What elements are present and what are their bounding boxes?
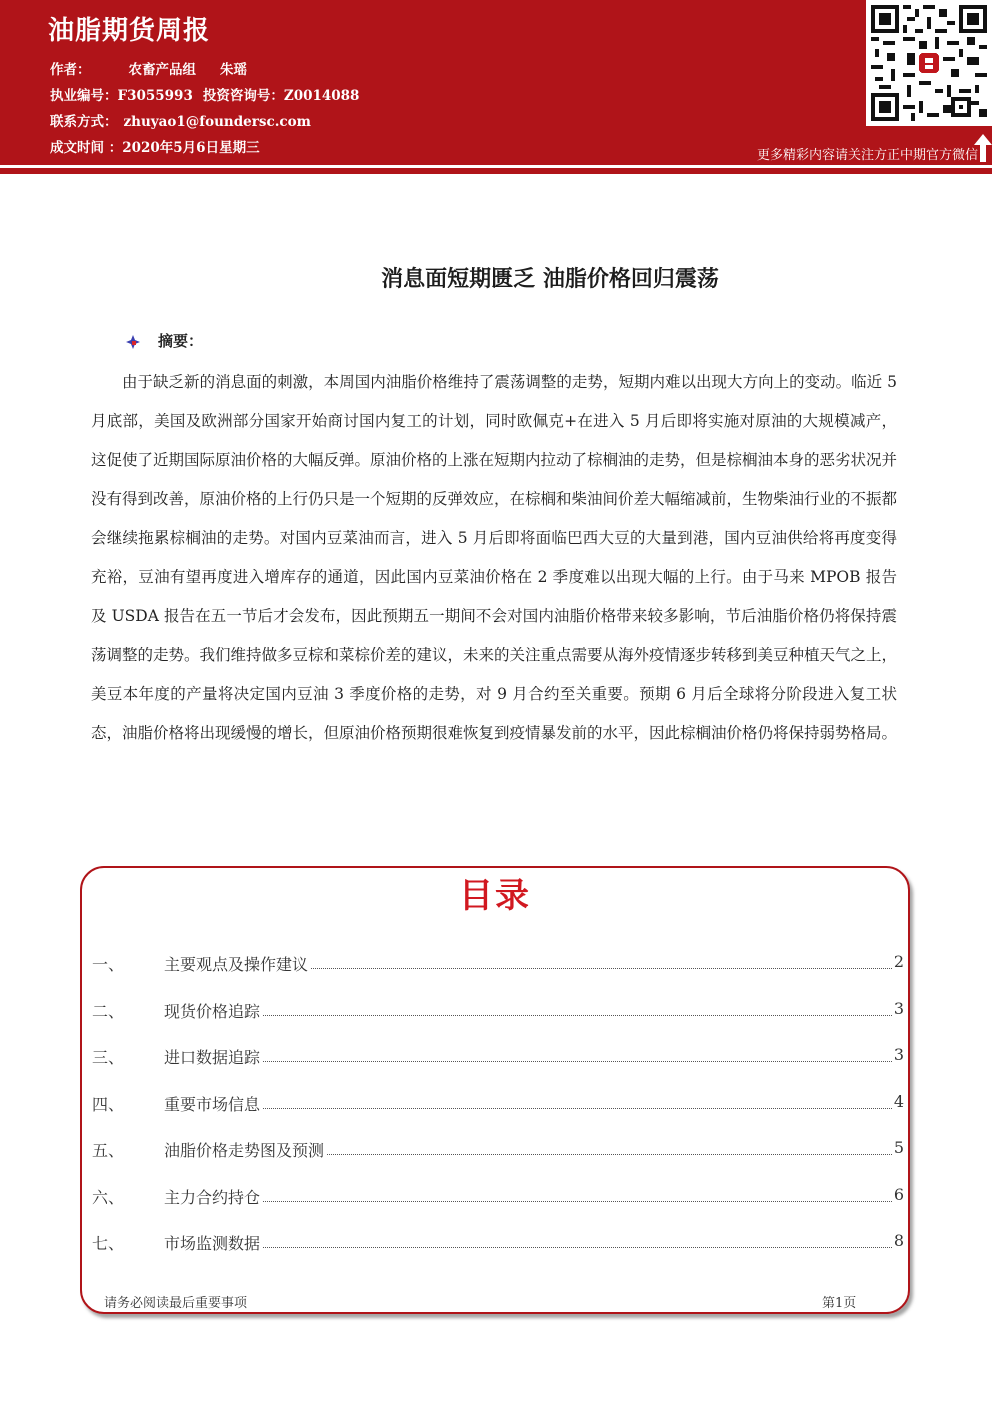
abstract-body: 由于缺乏新的消息面的刺激，本周国内油脂价格维持了震荡调整的走势，短期内难以出现大方向上的变动。临近 5 月底部，美国及欧洲部分国家开始商讨国内复工的计划，同时欧佩克+在进入 5 月后即将实施对原油的大规模减产，这促使了近期国际原油价格的大幅反弹。原油价格的上涨在短期内拉动了棕榈油的走势，但是棕榈油本身的恶劣状况并没有得到改善，原油价格的上行仍只是一个短期的反弹效应，在棕榈和柴油间价差大幅缩减前，生物柴油行业的不振都会继续拖累棕榈油的走势。对国内豆菜油而言，进入 5 月后即将面临巴西大豆的大量到港，国内豆油供给将再度变得充裕，豆油有望再度进入增库存的通道，因此国内豆菜油价格在 2 季度难以出现大幅的上行。由于马来 MPOB 报告及 USDA 报告在五一节后才会发布，因此预期五一期间不会对国内油脂价格带来较多影响，节后油脂价格仍将保持震荡调整的走势。我们维持做多豆棕和菜棕价差的建议，未来的关注重点需要从海外疫情逐步转移到美豆种植天气之上，美豆本年度的产量将决定国内豆油 3 季度价格的走势，对 9 月合约至关重要。预期 6 月后全球将分阶段进入复工状态，油脂价格将出现缓慢的增长，但原油价格预期很难恢复到疫情暴发前的水平，因此棕榈油价格仍将保持弱势格局。	[91, 373, 898, 742]
toc-item-label-text: 进口数据追踪	[164, 1048, 261, 1067]
toc-item-number: 六、	[92, 1187, 125, 1207]
toc-item[interactable]	[92, 1138, 904, 1164]
toc-item-number: 一、	[92, 955, 125, 974]
contact-label: 联系方式：	[50, 114, 118, 130]
toc-item-label[interactable]	[164, 1092, 262, 1115]
table-of-contents	[80, 866, 910, 1314]
toc-item-page: 4	[893, 1091, 904, 1111]
toc-item-page: 5	[893, 1138, 904, 1157]
toc-item-number: 七、	[92, 1234, 125, 1253]
toc-item-number: 三、	[92, 1048, 125, 1067]
toc-item[interactable]	[92, 1185, 904, 1211]
toc-leader-dots	[164, 1201, 892, 1202]
toc-item-page: 2	[893, 952, 904, 971]
toc-item-label-text: 现货价格追踪	[164, 1001, 261, 1021]
toc-item[interactable]	[92, 1045, 904, 1071]
toc-item-label-text: 主要观点及操作建议	[164, 955, 309, 974]
toc-item-label-text: 重要市场信息	[164, 1094, 261, 1114]
toc-item-number: 五、	[92, 1141, 125, 1160]
toc-item[interactable]	[92, 1231, 904, 1257]
toc-item-label[interactable]	[164, 999, 262, 1022]
license-number: F3055993	[117, 88, 193, 104]
contact-line	[50, 110, 311, 130]
page-title: 消息面短期匮乏 油脂价格回归震荡	[381, 267, 719, 292]
toc-item-page: 6	[893, 1184, 904, 1204]
bullet-icon	[126, 335, 140, 349]
toc-leader-dots	[164, 1061, 892, 1062]
toc-leader-dots	[164, 1108, 892, 1109]
license-line	[50, 84, 359, 104]
toc-item-label-text: 主力合约持仓	[164, 1187, 261, 1207]
banner-stripe	[0, 168, 992, 174]
qr-code-icon[interactable]	[866, 0, 992, 126]
toc-title: 目录	[459, 876, 531, 916]
toc-leader-dots	[164, 1015, 892, 1016]
toc-item[interactable]	[92, 999, 904, 1025]
abstract-heading-label: 摘要：	[158, 332, 204, 350]
footer-page-number: 第1页	[822, 1296, 857, 1311]
toc-item[interactable]	[92, 952, 904, 978]
arrow-up-icon	[974, 134, 992, 162]
toc-item-label[interactable]	[164, 1185, 262, 1208]
toc-item-label[interactable]	[164, 1231, 262, 1254]
toc-item-label-text: 市场监测数据	[164, 1234, 261, 1253]
toc-item-page: 8	[893, 1231, 904, 1250]
toc-item-label-text: 油脂价格走势图及预测	[164, 1141, 325, 1160]
consult-number: Z0014088	[283, 88, 360, 104]
toc-item-label[interactable]	[164, 1138, 326, 1161]
toc-item-page: 3	[893, 1045, 904, 1064]
date-label: 成文时间 ：	[50, 140, 123, 156]
header-banner	[0, 0, 992, 165]
date-value: 2020年5月6日星期三	[122, 140, 260, 156]
consult-label: 投资咨询号：	[202, 88, 284, 104]
author-name: 朱瑶	[220, 62, 247, 78]
follow-wechat-text: 更多精彩内容请关注方正中期官方微信	[756, 148, 978, 163]
toc-item[interactable]	[92, 1092, 904, 1118]
toc-leader-dots	[164, 1247, 892, 1248]
date-line	[50, 136, 260, 156]
toc-item-number: 二、	[92, 1001, 125, 1021]
contact-email[interactable]: zhuyao1@foundersc.com	[123, 114, 311, 130]
report-title: 油脂期货周报	[48, 16, 211, 46]
author-line	[50, 58, 247, 78]
abstract-heading	[126, 330, 203, 351]
toc-item-page: 3	[893, 998, 904, 1018]
author-group: 农畜产品组	[128, 62, 196, 78]
author-label: 作者：	[50, 62, 91, 78]
footer-notice: 请务必阅读最后重要事项	[104, 1296, 248, 1311]
toc-item-number: 四、	[92, 1094, 125, 1114]
toc-item-label[interactable]	[164, 952, 310, 975]
toc-item-label[interactable]	[164, 1045, 262, 1068]
license-label: 执业编号：	[50, 88, 118, 104]
